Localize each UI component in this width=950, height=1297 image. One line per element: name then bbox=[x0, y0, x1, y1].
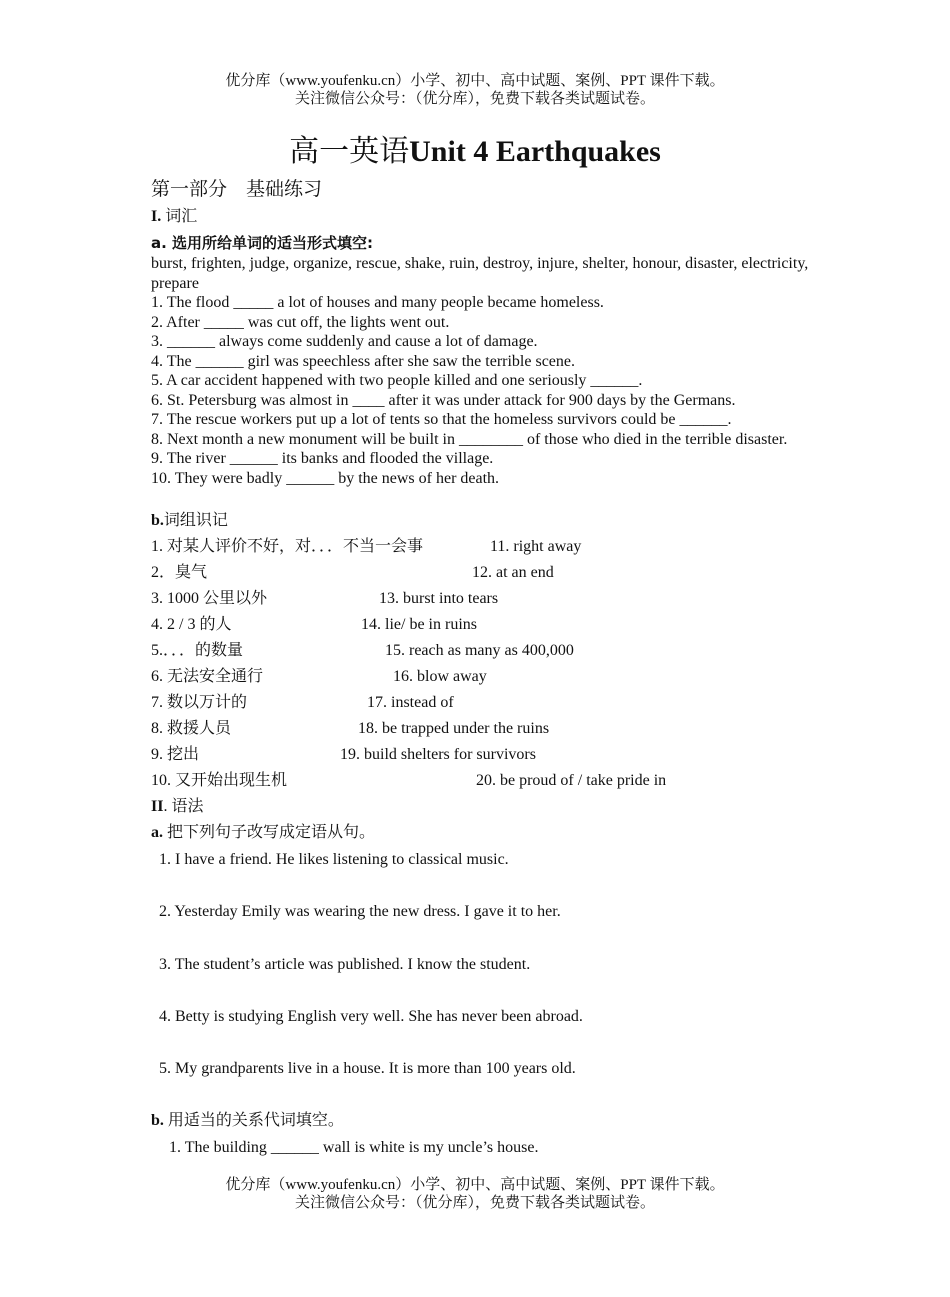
vocab-item: 4. The ______ girl was speechless after she saw the terrible scene. bbox=[151, 352, 576, 370]
vocab-item: 7. The rescue workers put up a lot of tents so that the homeless survivors could be ______. bbox=[151, 411, 732, 428]
vocab-heading: I. 词汇 bbox=[151, 208, 198, 225]
grammar-a-item: 5. My grandparents live in a house. It is more than 100 years old. bbox=[159, 1060, 576, 1077]
vocab-item: 6. St. Petersburg was almost in ____ after it was under attack for 900 days by the Germans. bbox=[151, 391, 736, 409]
grammar-a-item: 4. Betty is studying English very well. She has never been abroad. bbox=[159, 1008, 583, 1025]
phrase-en: 17. instead of bbox=[367, 694, 454, 711]
part1-heading: 第一部分 基础练习 bbox=[151, 179, 323, 200]
vocab-item: 5. A car accident happened with two people killed and one seriously ______. bbox=[151, 372, 643, 389]
vocab-item: 1. The flood _____ a lot of houses and many people became homeless. bbox=[151, 294, 604, 311]
footer-line-2: 关注微信公众号：（优分库），免费下载各类试题试卷。 bbox=[294, 1195, 655, 1211]
page-title bbox=[0, 134, 950, 170]
vocab-item: 2. After _____ was cut off, the lights went out. bbox=[151, 313, 450, 331]
grammar-heading: II. 语法 bbox=[151, 798, 204, 815]
phrase-cn: 6. 无法安全通行 bbox=[151, 668, 264, 685]
phrase-cn: 9. 挖出 bbox=[151, 746, 200, 763]
phrase-cn: 1. 对某人评价不好，对．．．不当一会事 bbox=[151, 538, 424, 555]
grammar-a-item: 1. I have a friend. He likes listening to classical music. bbox=[159, 851, 509, 868]
phrase-cn: 3. 1000 公里以外 bbox=[151, 590, 268, 607]
page-header bbox=[0, 72, 950, 108]
phrase-en: 18. be trapped under the ruins bbox=[358, 720, 550, 737]
phrase-en: 14. lie/ be in ruins bbox=[361, 616, 477, 633]
grammar-a-item: 3. The student’s article was published. I know the student. bbox=[159, 956, 531, 973]
vocab-item: 8. Next month a new monument will be built in ________ of those who died in the terrible disaster. bbox=[151, 430, 788, 448]
header-line-1: 优分库（www.youfenku.cn）小学、初中、高中试题、案例、PPT 课件下载。 bbox=[225, 73, 725, 89]
footer-line-1: 优分库（www.youfenku.cn）小学、初中、高中试题、案例、PPT 课件下载。 bbox=[225, 1177, 725, 1193]
phrase-en: 16. blow away bbox=[393, 668, 487, 685]
phrase-cn: 10. 又开始出现生机 bbox=[151, 772, 288, 789]
phrase-en: 11. right away bbox=[490, 538, 582, 555]
phrase-en: 13. burst into tears bbox=[379, 590, 499, 607]
word-bank: burst, frighten, judge, organize, rescue, shake, ruin, destroy, injure, shelter, honour, disaster, electricity, prepare bbox=[151, 255, 809, 292]
phrase-en: 19. build shelters for survivors bbox=[340, 746, 536, 763]
vocab-a-heading: a. 选用所给单词的适当形式填空: bbox=[151, 234, 374, 252]
title-cn: 高一英语 bbox=[289, 135, 410, 168]
page-footer bbox=[0, 1176, 950, 1212]
phrase-en: 12. at an end bbox=[472, 564, 554, 581]
phrase-cn: 5.．．．的数量 bbox=[151, 642, 244, 659]
grammar-b-item: 1. The building ______ wall is white is my uncle’s house. bbox=[169, 1139, 539, 1156]
vocab-exercise bbox=[151, 254, 811, 488]
vocab-item: 9. The river ______ its banks and flooded the village. bbox=[151, 450, 494, 467]
title-en: Unit 4 Earthquakes bbox=[409, 135, 661, 168]
grammar-a-heading: a. 把下列句子改写成定语从句。 bbox=[151, 824, 376, 841]
phrase-cn: 4. 2 / 3 的人 bbox=[151, 616, 232, 633]
header-line-2: 关注微信公众号：（优分库），免费下载各类试题试卷。 bbox=[294, 91, 655, 107]
vocab-b-heading: b.词组识记 bbox=[151, 512, 228, 529]
vocab-item: 3. ______ always come suddenly and cause a lot of damage. bbox=[151, 333, 538, 350]
phrase-cn: 2．臭气 bbox=[151, 564, 208, 581]
grammar-b-heading: b. 用适当的关系代词填空。 bbox=[151, 1112, 344, 1129]
phrase-en: 20. be proud of / take pride in bbox=[476, 772, 667, 789]
vocab-item: 10. They were badly ______ by the news of her death. bbox=[151, 469, 500, 487]
phrase-en: 15. reach as many as 400,000 bbox=[385, 642, 574, 659]
phrase-cn: 8. 救援人员 bbox=[151, 720, 232, 737]
grammar-a-item: 2. Yesterday Emily was wearing the new dress. I gave it to her. bbox=[159, 903, 561, 920]
phrase-cn: 7. 数以万计的 bbox=[151, 694, 248, 711]
